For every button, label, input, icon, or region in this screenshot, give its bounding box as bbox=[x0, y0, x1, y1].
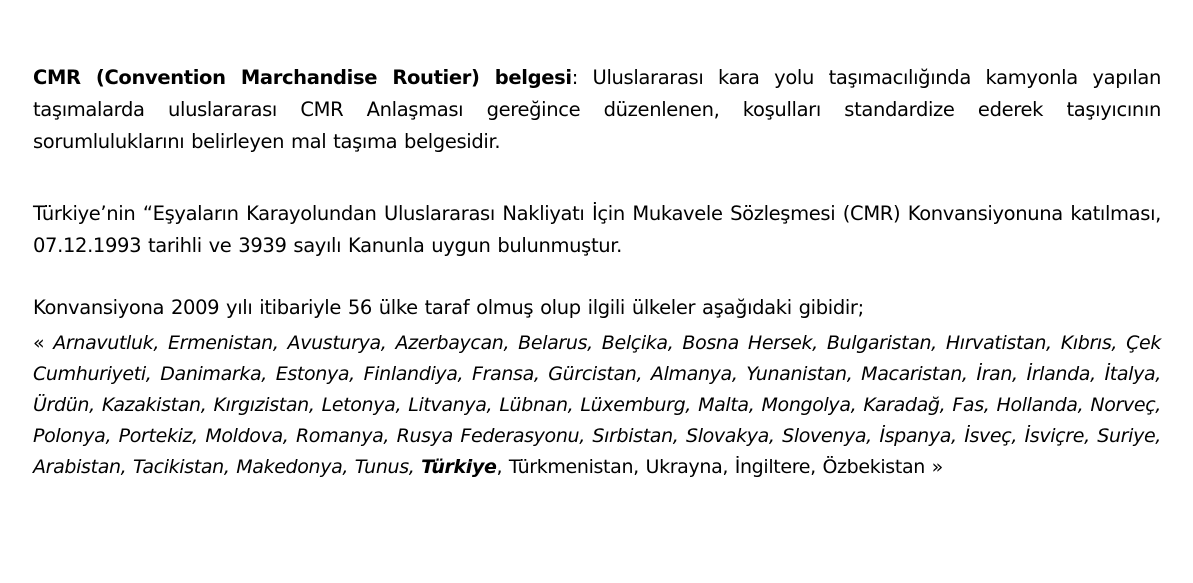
open-quote: « bbox=[33, 332, 54, 354]
cmr-term: CMR (Convention Marchandise Routier) belgesi bbox=[33, 66, 572, 89]
term-separator: : bbox=[571, 66, 578, 89]
close-quote: » bbox=[924, 456, 943, 478]
country-turkey: Türkiye bbox=[421, 456, 497, 478]
document-page bbox=[33, 62, 1161, 483]
approval-paragraph bbox=[33, 198, 1161, 262]
country-list-paragraph bbox=[33, 328, 1161, 483]
approval-text: Türkiye’nin “Eşyaların Karayolundan Uluslararası Nakliyatı İçin Mukavele Sözleşmesi (CMR) Konvansiyonuna katılması, 07.12.1993 tarihli ve 3939 sayılı Kanunla uygun bulunmuştur. bbox=[33, 202, 1161, 257]
members-intro-text: Konvansiyona 2009 yılı itibariyle 56 ülke taraf olmuş olup ilgili ülkeler aşağıdaki gibidir; bbox=[33, 296, 864, 319]
country-list-before: Arnavutluk, Ermenistan, Avusturya, Azerbaycan, Belarus, Belçika, Bosna Hersek, Bulgaristan, Hırvatistan, Kıbrıs, Çek Cumhuriyeti, Danimarka, Estonya, Finlandiya, Fransa, Gürcistan, Almanya, Yunanistan, Macaristan, İran, İrlanda, İtalya, Ürdün, Kazakistan, Kırgızistan, Letonya, Litvanya, Lübnan, Lüxemburg, Malta, Mongolya, Karadağ, Fas, Hollanda, Norveç, Polonya, Portekiz, Moldova, Romanya, Rusya Federasyonu, Sırbistan, Slovakya, Slovenya, İspanya, İsveç, İsviçre, Suriye, Arabistan, Tacikistan, Makedonya, Tunus, bbox=[33, 332, 1161, 478]
country-list-after: , Türkmenistan, Ukrayna, İngiltere, Özbekistan bbox=[496, 456, 925, 478]
cmr-definition-paragraph bbox=[33, 62, 1161, 158]
cmr-definition-text: Uluslararası kara yolu taşımacılığında kamyonla yapılan taşımalarda uluslararası CMR Anlaşması gereğince düzenlenen, koşulları standardize ederek taşıyıcının sorumluluklarını belirleyen mal taşıma belgesidir. bbox=[33, 66, 1161, 153]
members-intro-paragraph bbox=[33, 292, 1161, 324]
